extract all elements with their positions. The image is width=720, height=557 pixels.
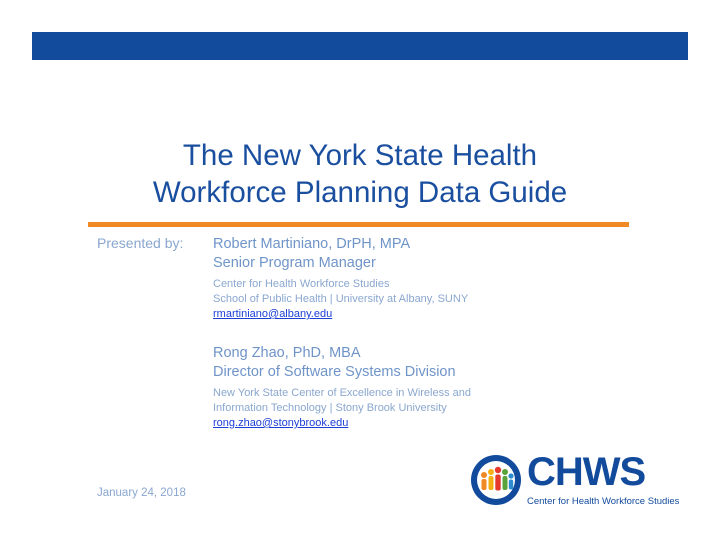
presentation-date: January 24, 2018: [97, 487, 186, 499]
chws-logo: [470, 450, 680, 516]
logo-wordmark: CHWS: [527, 450, 646, 494]
presenter-role: Senior Program Manager: [213, 255, 376, 271]
presenter-block-2: [213, 344, 471, 431]
top-banner: [32, 32, 688, 60]
presenter-role: Director of Software Systems Division: [213, 364, 456, 380]
title-line-2: Workforce Planning Data Guide: [152, 176, 568, 209]
presented-by-label: Presented by:: [97, 235, 184, 251]
presenter-org-line-2: Information Technology | Stony Brook University: [213, 402, 447, 414]
slide-title: [0, 137, 720, 211]
presenter-org-line-1: Center for Health Workforce Studies: [213, 278, 390, 290]
presenter-org-line-2: School of Public Health | University at Albany, SUNY: [213, 293, 469, 305]
presenter-name: Rong Zhao, PhD, MBA: [213, 345, 361, 361]
presenter-block-1: [213, 235, 468, 322]
presenter-email-link[interactable]: rong.zhao@stonybrook.edu: [213, 417, 349, 429]
title-divider: [88, 222, 629, 227]
presenter-name: Robert Martiniano, DrPH, MPA: [213, 236, 411, 252]
presenter-email-link[interactable]: rmartiniano@albany.edu: [213, 308, 333, 320]
title-line-1: The New York State Health: [182, 139, 538, 172]
logo-subtitle: Center for Health Workforce Studies: [527, 496, 680, 507]
presenter-org-line-1: New York State Center of Excellence in Wireless and: [213, 387, 472, 399]
people-circle-icon: [470, 454, 522, 506]
